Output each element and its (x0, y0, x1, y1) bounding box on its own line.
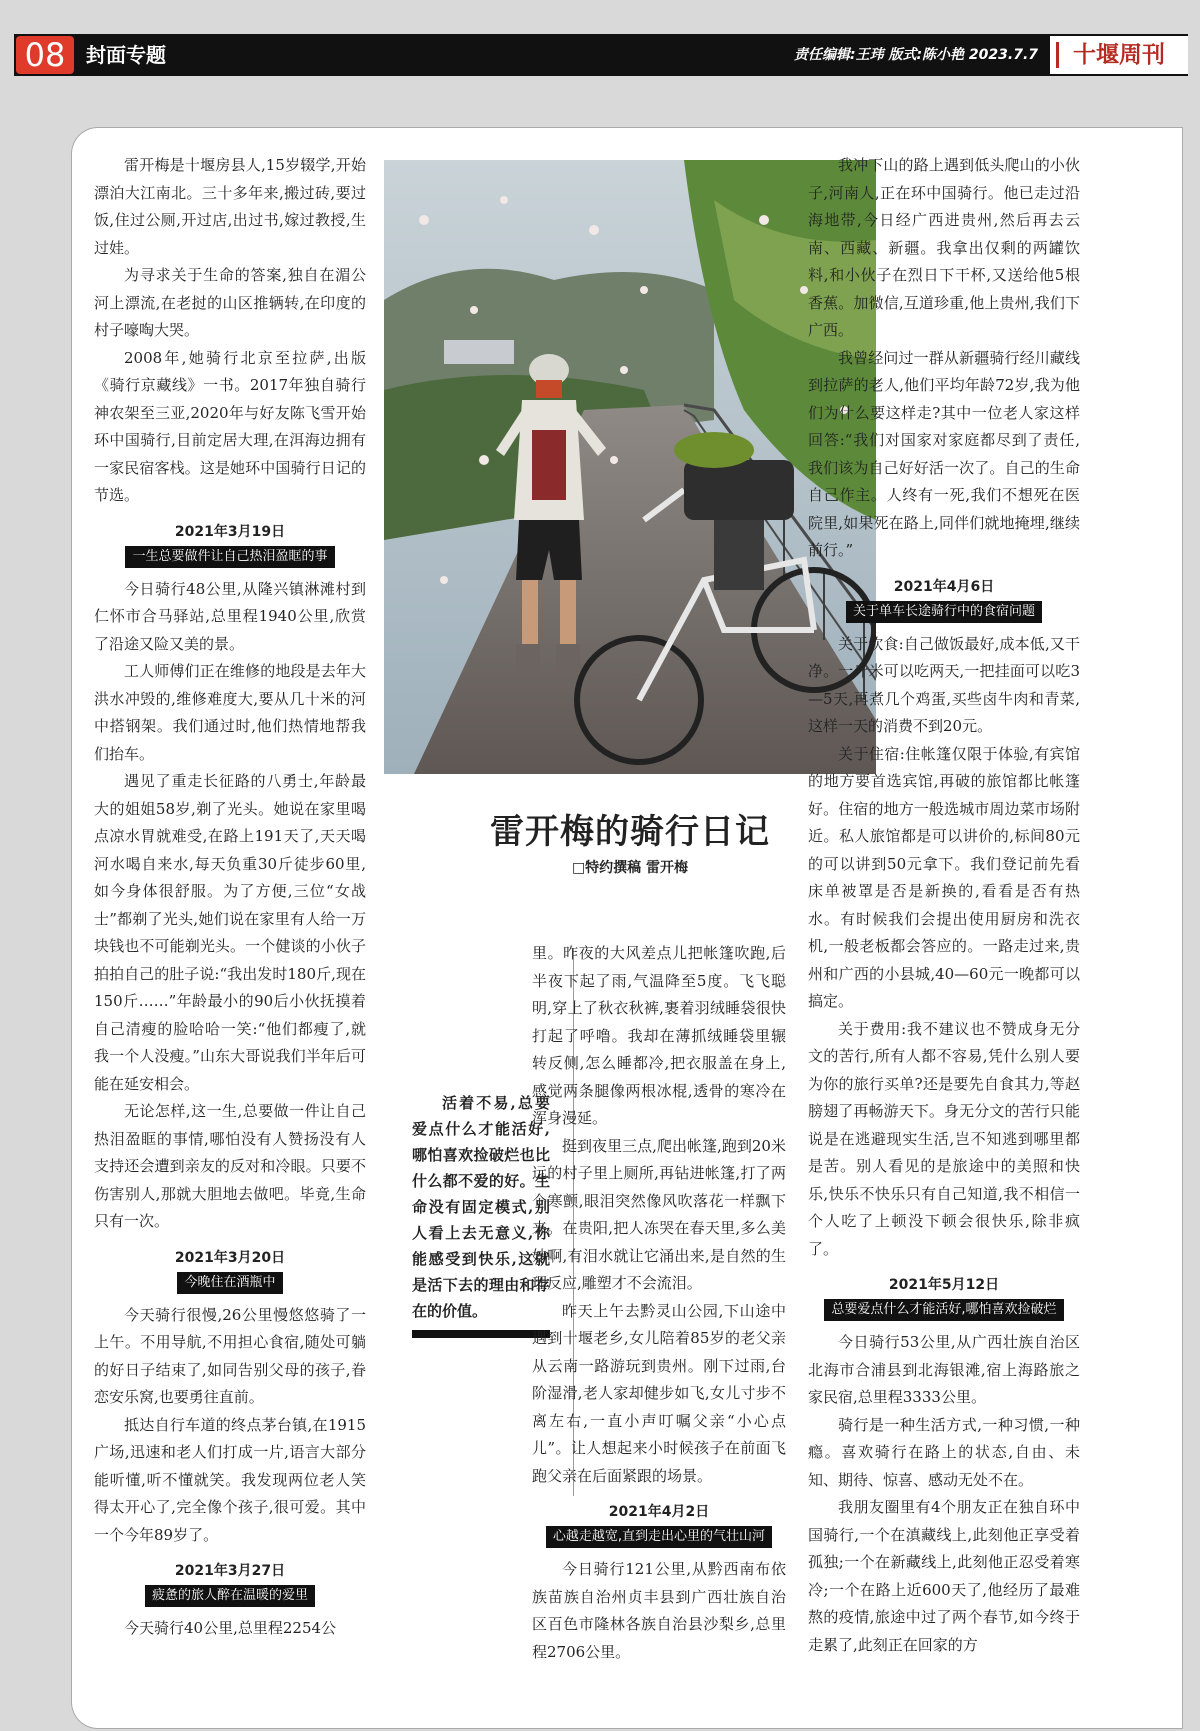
entry-subtitle: 疲惫的旅人醉在温暖的爱里 (145, 1585, 315, 1607)
body-paragraph: 无论怎样,这一生,总要做一件让自己热泪盈眶的事情,哪怕没有人赞扬没有人支持还会遭到亲友的反对和冷眼。只要不伤害别人,那就大胆地去做吧。毕竟,生命只有一次。 (94, 1102, 366, 1230)
column-left (94, 152, 366, 1643)
entry-date: 2021年3月27日 (174, 1563, 286, 1579)
intro-paragraph: 雷开梅是十堰房县人,15岁辍学,开始漂泊大江南北。三十多年来,搬过砖,要过饭,住过公厕,开过店,出过书,嫁过教授,生过娃。 (94, 156, 366, 257)
body-paragraph: 骑行是一种生活方式,一种习惯,一种瘾。喜欢骑行在路上的状态,自由、未知、期待、惊喜、感动无处不在。 (808, 1415, 1080, 1489)
entry-date: 2021年3月19日 (174, 523, 286, 540)
page-number: 08 (16, 36, 74, 74)
body-paragraph: 昨天上午去黔灵山公园,下山途中遇到十堰老乡,女儿陪着85岁的老父亲从云南一路游玩到贵州。刚下过雨,台阶湿滑,老人家却健步如飞,女儿寸步不离左右,一直小声叮嘱父亲“小心点儿”。让人想起来小时候孩子在前面飞跑父亲在后面紧跟的场景。 (532, 1301, 786, 1485)
entry-subtitle: 一生总要做件让自己热泪盈眶的事 (125, 546, 334, 568)
body-paragraph: 关于住宿:住帐篷仅限于体验,有宾馆的地方要首选宾馆,再破的旅馆都比帐篷好。住宿的地方一般选城市周边菜市场附近。私人旅馆都是可以讲价的,标间80元的可以讲到50元拿下。我们登记前先看床单被罩是否是新换的,看看是否有热水。有时候我们会提出使用厨房和洗衣机,一般老板都会答应的。一路走过来,贵州和广西的小县城,40—60元一晚都可以搞定。 (808, 744, 1080, 1010)
body-paragraph: 抵达自行车道的终点茅台镇,在1915广场,迅速和老人们打成一片,语言大部分能听懂,听不懂就笑。我发现两位老人笑得太开心了,完全像个孩子,很可爱。其中一个今年89岁了。 (94, 1415, 366, 1544)
body-paragraph: 关于费用:我不建议也不赞成身无分文的苦行,所有人都不容易,凭什么别人要为你的旅行买单?还是要先自食其力,等赵膀翅了再畅游天下。身无分文的苦行只能说是在逃避现实生活,岂不知逃到哪里都是苦。别人看见的是旅途中的美照和快乐,快乐不快乐只有自己知道,我不相信一个人吃了上顿没下顿会很快乐,除非疯了。 (808, 1019, 1080, 1258)
entry-date: 2021年3月20日 (174, 1249, 286, 1266)
body-paragraph: 我冲下山的路上遇到低头爬山的小伙子,河南人,正在环中国骑行。他已走过沿海地带,今日经广西进贵州,然后再去云南、西藏、新疆。我拿出仅剩的两罐饮料,和小伙子在烈日下干杯,又送给他5根香蕉。加微信,互道珍重,他上贵州,我们下广西。 (808, 156, 1080, 339)
body-paragraph: 遇见了重走长征路的八勇士,年龄最大的姐姐58岁,剃了光头。她说在家里喝点凉水胃就难受,在路上191天了,天天喝河水喝自来水,每天负重30斤徒步60里,如今身体很舒服。为了方便,三位“女战士”都剃了光头,她们说在家里有人给一万块钱也不可能剃光头。一个健谈的小伙子拍拍自己的肚子说:“我出发时180斤,现在150斤……”年龄最小的90后小伙抚摸着自己清瘦的脸哈哈一笑:“他们都瘦了,就我一个人没瘦。”山东大哥说我们半年后可能在延安相会。 (94, 772, 366, 1093)
entry-date: 2021年5月12日 (888, 1277, 1000, 1293)
cover-photo (384, 160, 876, 774)
entry-subtitle: 心越走越宽,直到走出心里的气壮山河 (546, 1526, 772, 1548)
body-paragraph: 我曾经问过一群从新疆骑行经川藏线到拉萨的老人,他们平均年龄72岁,我为他们为什么要这样走?其中一位老人家这样回答:“我们对国家对家庭都尽到了责任,我们该为自己好好活一次了。自己的生命自己作主。人终有一死,我们不想死在医院里,如果死在路上,同伴们就地掩埋,继续前行。” (808, 348, 1080, 559)
pull-quote-text: 活着不易,总要爱点什么才能活好,哪怕喜欢捡破烂也比什么都不爱的好。生命没有固定模式,别人看上去无意义,你能感受到快乐,这就是活下去的理由和存在的价值。 (412, 1094, 550, 1320)
entry-subtitle: 总要爱点什么才能活好,哪怕喜欢捡破烂 (824, 1299, 1063, 1321)
body-paragraph: 关于饮食:自己做饭最好,成本低,又干净。一斤米可以吃两天,一把挂面可以吃3—5天,再煮几个鸡蛋,买些卤牛肉和青菜,这样一天的消费不到20元。 (808, 634, 1080, 735)
article-title: 雷开梅的骑行日记 (490, 812, 770, 852)
body-paragraph: 里。昨夜的大风差点儿把帐篷吹跑,后半夜下起了雨,气温降至5度。飞飞聪明,穿上了秋衣秋裤,裹着羽绒睡袋很快打起了呼噜。我却在薄抓绒睡袋里辗转反侧,怎么睡都冷,把衣服盖在身上,感觉两条腿像两根冰棍,透骨的寒冷在浑身漫延。 (532, 944, 786, 1127)
intro-paragraph: 2008年,她骑行北京至拉萨,出版《骑行京藏线》一书。2017年独自骑行神农架至三亚,2020年与好友陈飞雪开始环中国骑行,目前定居大理,在洱海边拥有一家民宿客栈。这是她环中国骑行日记的节选。 (94, 348, 366, 504)
body-paragraph: 工人师傅们正在维修的地段是去年大洪水冲毁的,维修难度大,要从几十米的河中搭钢架。我们通过时,他们热情地帮我们抬车。 (94, 662, 366, 763)
pull-quote-rule (412, 1330, 550, 1338)
entry-date: 2021年4月6日 (893, 578, 995, 595)
entry-subtitle: 今晚住在酒瓶中 (177, 1272, 282, 1294)
editor-credits: 责任编辑:王玮 版式:陈小艳 2023.7.7 (793, 47, 1038, 63)
pull-quote (412, 1090, 550, 1324)
cyclist-photo-illustration (384, 160, 876, 774)
body-paragraph: 今日骑行121公里,从黔西南布依族苗族自治州贞丰县到广西壮族自治区百色市隆林各族自治县沙梨乡,总里程2706公里。 (532, 1560, 786, 1661)
body-paragraph: 今日骑行53公里,从广西壮族自治区北海市合浦县到北海银滩,宿上海路旅之家民宿,总里程3333公里。 (808, 1333, 1080, 1406)
intro-paragraph: 为寻求关于生命的答案,独自在湄公河上漂流,在老挝的山区推辆转,在印度的村子嚎啕大哭。 (94, 266, 366, 339)
body-paragraph: 今天骑行40公里,总里程2254公 (124, 1619, 337, 1637)
body-paragraph: 今日骑行48公里,从隆兴镇淋滩村到仁怀市合马驿站,总里程1940公里,欣赏了沿途又险又美的景。 (94, 579, 366, 653)
column-right (808, 152, 1080, 1659)
entry-date: 2021年4月2日 (608, 1504, 710, 1520)
article-byline: □特约撰稿 雷开梅 (571, 860, 689, 876)
brand-logo: 十堰周刊 (1050, 36, 1188, 74)
section-title: 封面专题 (86, 43, 166, 67)
body-paragraph: 今天骑行很慢,26公里慢悠悠骑了一上午。不用导航,不用担心食宿,随处可躺的好日子结束了,如同告别父母的孩子,眷恋安乐窝,也要勇往直前。 (94, 1305, 366, 1406)
body-paragraph: 我朋友圈里有4个朋友正在独自环中国骑行,一个在滇藏线上,此刻他正享受着孤独;一个在新藏线上,此刻他正忍受着寒冷;一个在路上近600天了,他经历了最难熬的疫情,旅途中过了两个春节,如今终于走累了,此刻正在回家的方 (808, 1498, 1080, 1654)
column-middle (532, 940, 786, 1666)
body-paragraph: 挺到夜里三点,爬出帐篷,跑到20米远的村子里上厕所,再钻进帐篷,打了两个寒颤,眼泪突然像风吹落花一样飘下来。在贵阳,把人冻哭在春天里,多么美妙啊,有泪水就让它涌出来,是自然的生理反应,雕塑才不会流泪。 (532, 1136, 786, 1292)
entry-subtitle: 关于单车长途骑行中的食宿问题 (846, 601, 1042, 623)
page-header (14, 34, 1188, 76)
